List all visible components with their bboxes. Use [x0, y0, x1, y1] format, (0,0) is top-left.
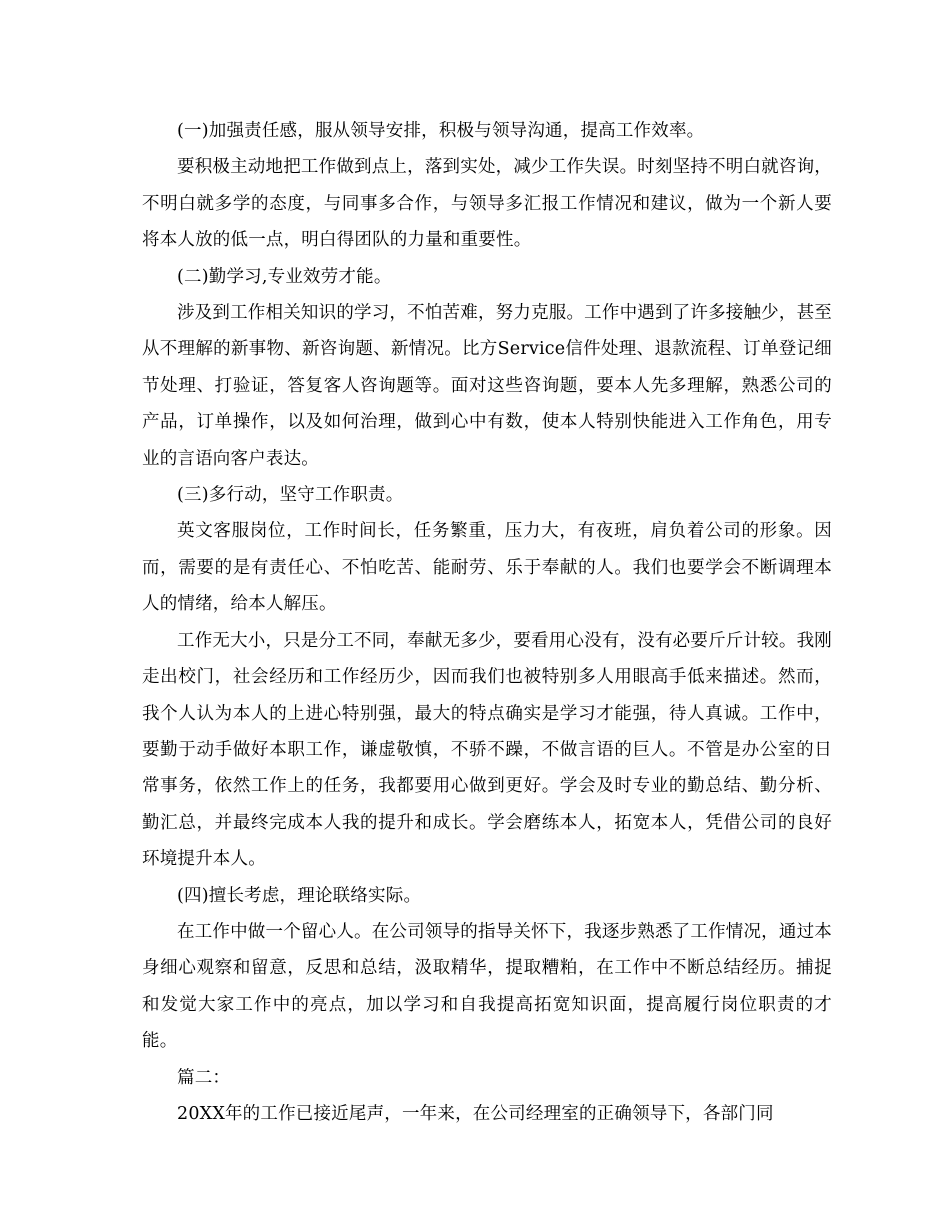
paragraph-body-1: 要积极主动地把工作做到点上，落到实处，减少工作失误。时刻坚持不明白就咨询，不明白就多学的态度，与同事多合作，与领导多汇报工作情况和建议，做为一个新人要将本人放的低一点，明白得团队的力量和重要性。	[142, 157, 832, 251]
paragraph-body-3: 英文客服岗位，工作时间长，任务繁重，压力大，有夜班，肩负着公司的形象。因而，需要的是有责任心、不怕吃苦、能耐劳、乐于奉献的人。我们也要学会不断调理本人的情绪，给本人解压。	[142, 521, 832, 615]
paragraph-body-6: 20XX年的工作已接近尾声，一年来，在公司经理室的正确领导下，各部门同	[177, 1103, 774, 1124]
paragraph-body-2: 涉及到工作相关知识的学习，不怕苦难，努力克服。工作中遇到了许多接触少，甚至从不理解的新事物、新咨询题、新情况。比方Service信件处理、退款流程、订单登记细节处理、打验证，答复客人咨询题等。面对这些咨询题，要本人先多理解，熟悉公司的产品，订单操作，以及如何治理，做到心中有数，使本人特别快能进入工作角色，用专业的言语向客户表达。	[142, 303, 832, 469]
section-label: 篇二：	[177, 1067, 231, 1088]
paragraph-heading-4: (四)擅长考虑，理论联络实际。	[177, 885, 422, 906]
paragraph-body-5: 在工作中做一个留心人。在公司领导的指导关怀下，我逐步熟悉了工作情况，通过本身细心观察和留意，反思和总结，汲取精华，提取糟粕，在工作中不断总结经历。捕捉和发觉大家工作中的亮点，加以学习和自我提高拓宽知识面，提高履行岗位职责的才能。	[142, 921, 832, 1052]
paragraph-body-4: 工作无大小，只是分工不同，奉献无多少，要看用心没有，没有必要斤斤计较。我刚走出校门，社会经历和工作经历少，因而我们也被特别多人用眼高手低来描述。然而，我个人认为本人的上进心特别强，最大的特点确实是学习才能强，待人真诚。工作中，要勤于动手做好本职工作，谦虚敬慎，不骄不躁，不做言语的巨人。不管是办公室的日常事务，依然工作上的任务，我都要用心做到更好。学会及时专业的勤总结、勤分析、勤汇总，并最终完成本人我的提升和成长。学会磨练本人，拓宽本人，凭借公司的良好环境提升本人。	[142, 630, 832, 870]
paragraph-heading-1: (一)加强责任感，服从领导安排，积极与领导沟通，提高工作效率。	[177, 121, 705, 141]
paragraph-heading-2: (二)勤学习,专业效劳才能。	[177, 266, 392, 287]
paragraph-heading-3: (三)多行动，坚守工作职责。	[177, 485, 404, 506]
document-body	[142, 113, 832, 1132]
